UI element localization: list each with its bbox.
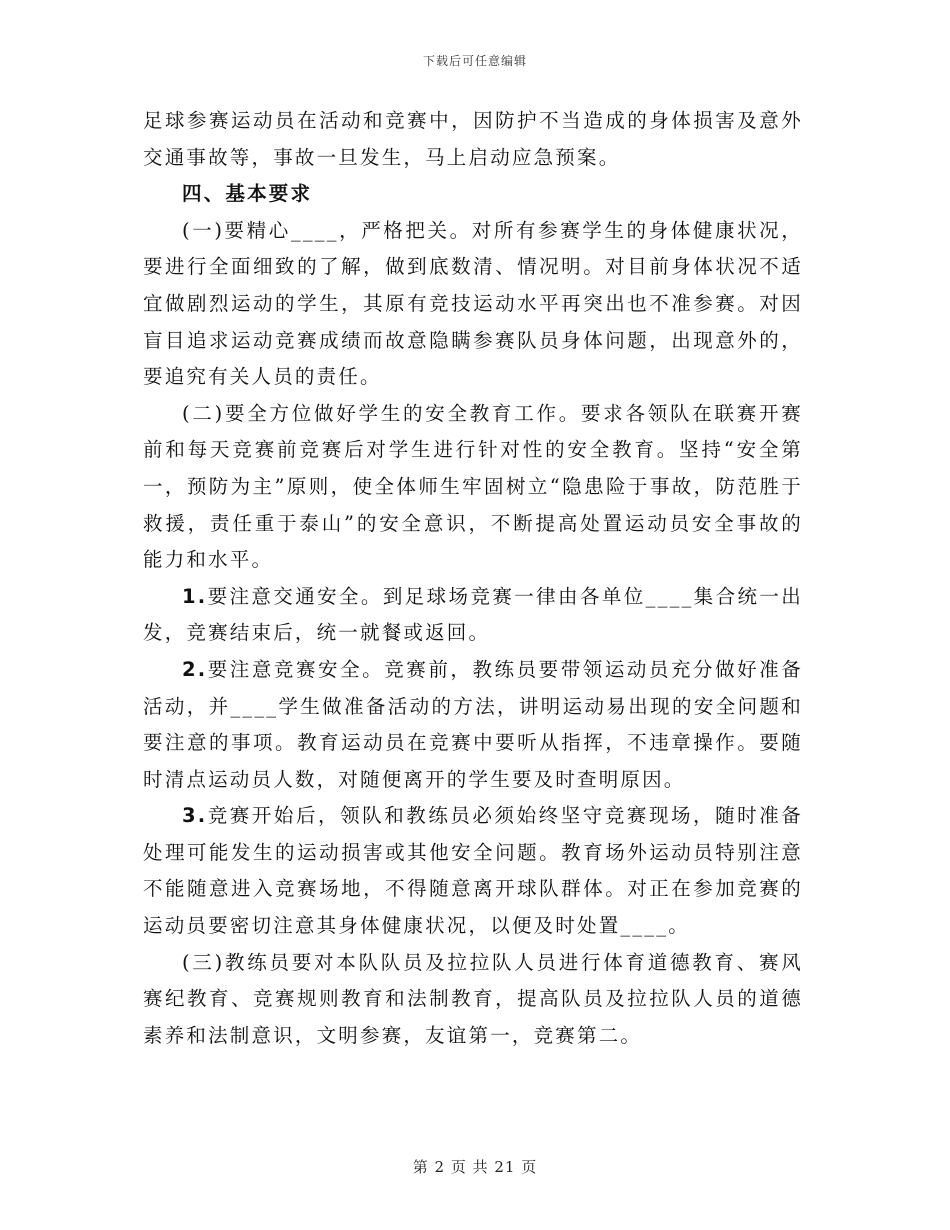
paragraph-2: (二)要全方位做好学生的安全教育工作。要求各领队在联赛开赛前和每天竞赛前竞赛后对学生进行针对性的安全教育。坚持“安全第一，预防为主”原则，使全体师生牢固树立“隐患险于事故，防范胜于救援，责任重于泰山”的安全意识，不断提高处置运动员安全事故的能力和水平。 — [143, 401, 803, 572]
list-item-2-number: 2. — [182, 657, 208, 681]
list-item-1-number: 1. — [182, 584, 208, 608]
document-body — [143, 103, 803, 1054]
paragraph-intro: 足球参赛运动员在活动和竞赛中，因防护不当造成的身体损害及意外交通事故等，事故一旦发生，马上启动应急预案。 — [143, 109, 803, 169]
paragraph-3: (三)教练员要对本队队员及拉拉队人员进行体育道德教育、赛风赛纪教育、竞赛规则教育和法制教育，提高队员及拉拉队人员的道德素养和法制意识，文明参赛，友谊第一，竞赛第二。 — [143, 950, 803, 1047]
list-item-1-text: 要注意交通安全。到足球场竞赛一律由各单位____集合统一出发，竞赛结束后，统一就餐或返回。 — [143, 584, 803, 645]
section-heading: 四、基本要求 — [182, 182, 313, 206]
list-item-2 — [143, 652, 803, 798]
page-header-note: 下载后可任意编辑 — [422, 54, 527, 68]
list-item-1 — [143, 579, 803, 652]
paragraph-1: (一)要精心____，严格把关。对所有参赛学生的身体健康状况，要进行全面细致的了解，做到底数清、情况明。对目前身体状况不适宜做剧烈运动的学生，其原有竞技运动水平再突出也不准参赛。对因盲目追求运动竞赛成绩而故意隐瞒参赛队员身体问题，出现意外的，要追究有关人员的责任。 — [143, 218, 803, 389]
list-item-2-text: 要注意竞赛安全。竞赛前，教练员要带领运动员充分做好准备活动，并____学生做准备活动的方法，讲明运动易出现的安全问题和要注意的事项。教育运动员在竞赛中要听从指挥，不违章操作。要随时清点运动员人数，对随便离开的学生要及时查明原因。 — [143, 657, 803, 791]
list-item-3-text: 竞赛开始后，领队和教练员必须始终坚守竞赛现场，随时准备处理可能发生的运动损害或其他安全问题。教育场外运动员特别注意不能随意进入竞赛场地，不得随意离开球队群体。对正在参加竞赛的运动员要密切注意其身体健康状况，以便及时处置____。 — [143, 804, 803, 938]
list-item-3-number: 3. — [182, 804, 208, 828]
list-item-3 — [143, 798, 803, 944]
page-number-footer: 第 2 页 共 21 页 — [412, 1158, 538, 1176]
